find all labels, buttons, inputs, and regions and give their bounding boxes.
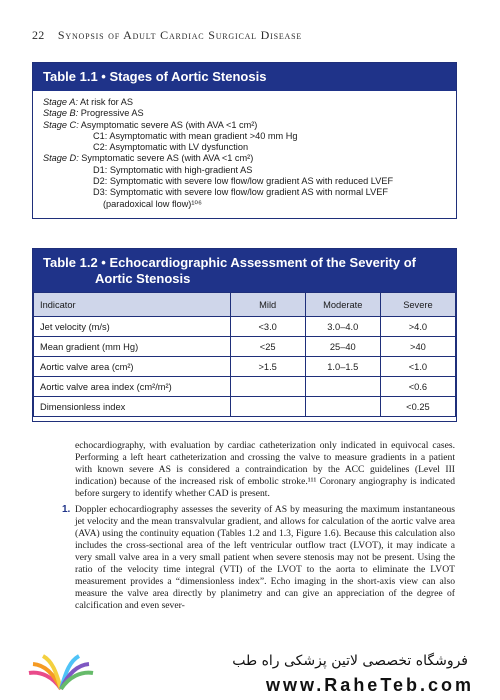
stage-text: Symptomatic severe AS (with AVA <1 cm²) — [78, 153, 254, 164]
stage-text: D2: Symptomatic with severe low flow/low gradient AS with reduced LVEF — [93, 176, 394, 187]
body-text — [62, 440, 455, 612]
paragraph: echocardiography, with evaluation by cardiac catheterization only indicated in equivocal cases. Performing a left heart catheterization and crossing the valve to measure gradients in a patient with known severe AS is considered a contraindication by the ACC guidelines (Level III indication) because of the increased risk of embolic stroke.¹¹¹ Coronary angiography is indicated before surgery to identify whether CAD is present. — [75, 440, 455, 499]
stage-line — [43, 187, 448, 198]
stage-text: Progressive AS — [78, 108, 144, 119]
table-cell — [305, 397, 380, 417]
stage-line — [43, 97, 448, 108]
stage-line — [43, 176, 448, 187]
stage-label: Stage B: — [43, 108, 79, 119]
stage-label: Stage C: — [43, 119, 79, 130]
store-url[interactable]: www.RaheTeb.com — [265, 675, 474, 695]
stage-line — [43, 108, 448, 119]
table-cell: 3.0–4.0 — [305, 317, 380, 337]
table-cell: 25–40 — [305, 337, 380, 357]
book-logo-icon — [25, 653, 97, 695]
stage-line — [43, 165, 448, 176]
table-cell — [230, 377, 305, 397]
book-title: Synopsis of Adult Cardiac Surgical Disease — [57, 28, 303, 42]
table-row — [34, 377, 456, 397]
row-label: Aortic valve area (cm²) — [34, 357, 231, 377]
table-row — [34, 317, 456, 337]
row-label: Dimensionless index — [34, 397, 231, 417]
stage-line — [43, 199, 448, 210]
store-name: فروشگاه تخصصی لاتین پزشکی راه طب — [232, 653, 468, 669]
table-title-line2: Aortic Stenosis — [95, 271, 191, 286]
running-head — [32, 28, 302, 43]
table-cell: >4.0 — [380, 317, 455, 337]
table-cell: <1.0 — [380, 357, 455, 377]
column-header: Moderate — [305, 293, 380, 317]
table-title-line1: Table 1.2 • Echocardiographic Assessment of the Severity of — [43, 255, 417, 270]
item-number: 1. — [62, 504, 71, 515]
item-text: Doppler echocardiography assesses the severity of AS by measuring the maximum instantaneous jet velocity and the mean transvalvular gradient, and allows for calculation of the aortic valve area (AVA) using the continuity equation (Tables 1.2 and 1.3, Figure 1.6). Because this calculation also includes the cross-sectional area of the left ventricular outflow tract (LVOT), it may indicate a very small valve area in a very small patient when severe stenosis may not be present. Using the ratio of the velocity time integral (VTI) of the LVOT to the aorta to eliminate the LVOT measurement provides a “dimensionless index”. Echo imaging in the short-axis view can also measure the valve area directly by planimetry and can give an appreciation of the degree of calcification and even sever- — [75, 504, 455, 611]
table-title: Table 1.1 • Stages of Aortic Stenosis — [33, 63, 456, 91]
table-row — [34, 357, 456, 377]
echo-grid — [33, 292, 456, 417]
grid-header-row — [34, 293, 456, 317]
table-cell: <3.0 — [230, 317, 305, 337]
stage-line — [43, 153, 448, 164]
stage-text: D1: Symptomatic with high-gradient AS — [93, 164, 253, 175]
table-cell: >40 — [380, 337, 455, 357]
table-row — [34, 337, 456, 357]
table-stages-aortic-stenosis — [32, 62, 457, 219]
stage-text: D3: Symptomatic with severe low flow/low gradient AS with normal LVEF — [93, 187, 388, 198]
table-cell: <25 — [230, 337, 305, 357]
table-cell: <0.6 — [380, 377, 455, 397]
table-cell: 1.0–1.5 — [305, 357, 380, 377]
row-label: Jet velocity (m/s) — [34, 317, 231, 337]
table-echo-assessment — [32, 248, 457, 422]
stage-text: C1: Asymptomatic with mean gradient >40 mm Hg — [93, 130, 298, 141]
stage-text: C2: Asymptomatic with LV dysfunction — [93, 142, 249, 153]
row-label: Aortic valve area index (cm²/m²) — [34, 377, 231, 397]
stage-line — [43, 131, 448, 142]
numbered-item — [62, 504, 455, 612]
table-title — [33, 249, 456, 292]
stage-line — [43, 142, 448, 153]
stage-list — [33, 91, 456, 210]
stage-text: At risk for AS — [77, 97, 134, 107]
table-cell: <0.25 — [380, 397, 455, 417]
table-cell — [305, 377, 380, 397]
table-cell — [230, 397, 305, 417]
footer-watermark — [0, 645, 500, 700]
stage-text: Asymptomatic severe AS (with AVA <1 cm²) — [78, 119, 258, 130]
stage-label: Stage D: — [43, 153, 79, 164]
stage-text: (paradoxical low flow)¹⁰⁶ — [103, 198, 202, 209]
table-row — [34, 397, 456, 417]
column-header: Mild — [230, 293, 305, 317]
row-label: Mean gradient (mm Hg) — [34, 337, 231, 357]
stage-line — [43, 120, 448, 131]
page-number: 22 — [32, 28, 45, 42]
table-cell: >1.5 — [230, 357, 305, 377]
column-header: Indicator — [34, 293, 231, 317]
column-header: Severe — [380, 293, 455, 317]
stage-label: Stage A: — [43, 97, 78, 107]
